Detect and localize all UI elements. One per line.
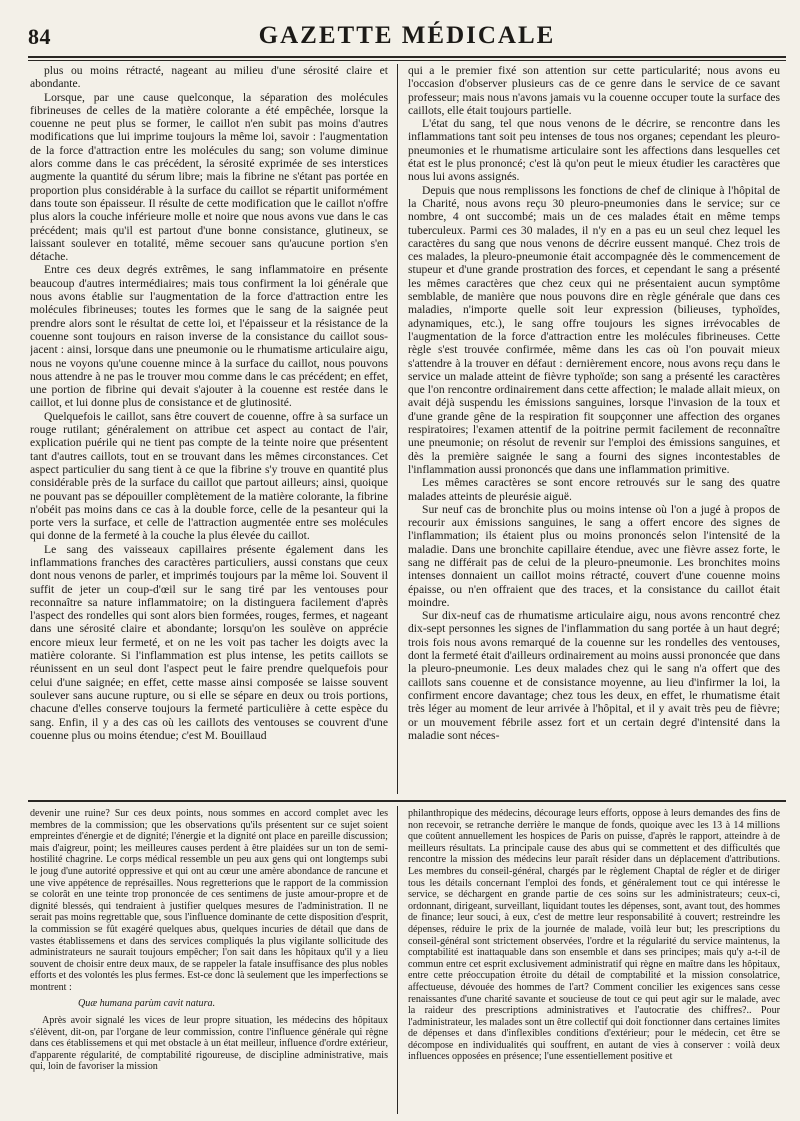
- feuilleton-divider: [397, 806, 398, 1114]
- page-header: [28, 22, 786, 58]
- paragraph: Sur dix-neuf cas de rhumatisme articulaire aigu, nous avons rencontré chez dix-sept personnes les signes de l'inflammation du sang portée à un haut degré; trois fois nous avons remarqué de la couenne sur les rondelles des ventouses, dont la fermeté était d'ailleurs ordinairement au moins aussi prononcée que dans la pleuro-pneumonie. Les deux malades chez qui le sang n'a offert que des caillots sans couenne et de consistance moyenne, au lieu d'infirmer la loi, la confirment encore davantage; chez tous les deux, en effet, le rhumatisme était très léger au moment de leur arrivée à l'hôpital, et il y avait très peu de fièvre; or un mouvement fébrile assez fort et un certain degré d'intensité dans la maladie sont néces-: [408, 609, 780, 742]
- column-divider: [397, 64, 398, 794]
- paragraph: Les mêmes caractères se sont encore retrouvés sur le sang des quatre malades atteints de pleurésie aiguë.: [408, 476, 780, 503]
- paragraph: Le sang des vaisseaux capillaires présente également dans les inflammations franches des caractères particuliers, aussi constans que ceux dont nous venons de parler, et imprimés toujours par la même loi. Souvent il suffit de jeter un coup-d'œil sur le sang tiré par les ventouses pour reconnaître sa nature inflammatoire; on la distinguera facilement d'après l'aspect des rondelles qui sont alors bien formées, rouges, fermes, et nageant dans une sérosité claire et abondante; lorsqu'on les soulève on apprécie encore mieux leur fermeté, et on ne les voit pas tacher les doigts avec la matière colorante. Si l'inflammation est plus intense, les petits caillots se réunissent en un seul dont l'aspect peut le faire prendre quelquefois pour celui d'une saignée; en effet, cette masse ainsi composée se laisse souvent soulever sans aucune rupture, ou si elle se sépare en deux ou trois portions, chacune d'elles conserve toujours la fermeté particulière à cette espèce du sang. Enfin, il y a des cas où les caillots des ventouses se couvrent d'une couenne plus ou moins étendue; c'est M. Bouillaud: [30, 542, 388, 742]
- main-column-right: [408, 64, 780, 797]
- page-number: 84: [28, 24, 51, 49]
- paragraph: Sur neuf cas de bronchite plus ou moins intense où l'on a jugé à propos de recourir aux émissions sanguines, le sang a offert encore des signes de l'inflammation; ils étaient plus ou moins prononcés selon l'intensité de la maladie. Dans une bronchite capillaire étendue, avec une fièvre assez forte, le sang ne différait pas de celui de la pleuro-pneumonie. Les bronchites moins intenses donnaient un caillot moins rétracté, couvert d'une couenne moins épaisse, ou n'en offraient que des traces, et la consistance du caillot était moindre.: [408, 502, 780, 609]
- paragraph: plus ou moins rétracté, nageant au milieu d'une sérosité claire et abondante.: [30, 64, 388, 91]
- latin-quote: Quæ humana parùm cavit natura.: [78, 997, 216, 1009]
- paragraph: Après avoir signalé les vices de leur propre situation, les médecins des hôpitaux s'élèvent, dit-on, par l'organe de leur commission, contre l'influence générale qui règne dans ces établissemens et qui met obstacle à un état meilleur, influence d'ordre extérieur, d'apparente régularité, de comptabilité rigoureuse, de discipline administrative, mais qui, loin de favoriser la mission: [30, 1015, 388, 1073]
- paragraph: Entre ces deux degrés extrêmes, le sang inflammatoire en présente beaucoup d'autres intermédiaires; mais tous confirment la loi générale que nous avons établie sur l'augmentation de la force d'attraction entre les molécules fibrineuses; toutes les formes que le sang de la saignée peut prendre alors sont le résultat de cette loi, et l'épaisseur et la résistance de la couenne sont toujours en raison inverse de la consistance du caillot sous-jacent : ainsi, lorsque dans une pneumonie ou le rhumatisme articulaire aigu, nous ne voyons qu'une couenne mince à la surface du caillot, nous pouvons nous attendre à ne pas le trouver mou comme dans le cas précédent; en effet, une portion de fibrine qui devait s'ajouter à la couenne est restée dans le caillot, et lui donne plus de consistance et de glutinosité.: [30, 263, 388, 410]
- feuilleton-rule: [28, 800, 786, 802]
- paragraph: qui a le premier fixé son attention sur cette particularité; nous avons eu l'occasion d'observer plusieurs cas de ce genre dans le service de ce savant professeur; mais nous n'avons jamais vu la couenne occuper toute la surface des caillots, elle était toujours partielle.: [408, 64, 780, 117]
- paragraph: philanthropique des médecins, décourage leurs efforts, oppose à leurs demandes des fins de non recevoir, se retranche derrière le manque de fonds, quoique avec les 13 à 14 millions que coûtent annuellement les hospices de Paris on puisse, d'après le rapport, atteindre à de meilleurs résultats. La principale cause des abus qui se commettent et des difficultés que rencontre la mission des médecins leur paraît résider dans un déplacement d'attributions. Les membres du conseil-général, chargés par le règlement Chaptal de régler et de diriger tous les détails concernant l'emploi des fonds, et généralement tout ce qui intéresse le service, se déchargent en grande partie de ces soins sur les administrateurs; ceux-ci, ordonnant, dirigeant, surveillant, liquidant toutes les dépenses, sont, avant tout, des hommes de finance; leur souci, à eux, c'est de mettre leur responsabilité à couvert; restreindre les dépenses, réduire le prix de la journée de malade, voilà leur but; les prescriptions du conseil-général sont strictement observées, l'ordre et la régularité du service maintenus, la comptabilité est inattaquable dans son ensemble et dans ses principes; mais qu'y a-t-il de commun entre cet esprit exclusivement administratif qui règne en maître dans les hôpitaux, entre cette préoccupation étroite du détail de comptabilité et la mission consolatrice, affectueuse, dévouée des hommes de l'art? Comment concilier les exigences sans cesse renaissantes d'une charité savante et soucieuse de tout ce qui peut agir sur le malade, avec la raideur des prescriptions administratives et l'autocratie des chiffres?.. Pour l'administrateur, les malades sont un être collectif qui doit fonctionner dans certaines limites de dépenses et dans d'inflexibles conditions d'extérieur; pour le médecin, cet être se décompose en individualités qui souffrent, en autant de vies à conserver : voilà deux influences opposées en présence; l'une essentiellement positive et: [408, 808, 780, 1063]
- paragraph: Quelquefois le caillot, sans être couvert de couenne, offre à sa surface un rouge rutilant; généralement on attribue cet aspect au contact de l'air, explication puérile qui ne tient pas compte de la teinte noire que présentent tant d'autres caillots, tout en se trouvant dans les mêmes circonstances. Cet aspect particulier du sang tient à ce que la fibrine s'y trouve en quantité plus considérable près de la surface du caillot que partout ailleurs; ainsi, quoique ne pouvant pas se dépouiller complètement de la matière colorante, la fibrine n'obéit pas moins dans ce cas à la double force, celle de la pesanteur qui la porte vers la surface, et celle de l'attraction augmentée entre ses molécules qui donne de la fermeté à la couche la plus élevée du caillot.: [30, 409, 388, 543]
- paragraph: Lorsque, par une cause quelconque, la séparation des molécules fibrineuses de celles de la matière colorante a été empêchée, lorsque la couenne ne peut plus se former, le caillot n'en subit pas moins d'autres modifications que lui imprime toujours la même loi, savoir : l'augmentation de la force d'attraction entre les molécules du sang; son volume diminue alors comme dans le cas précédent, la sérosité exprimée de ses interstices augmente la quantité du sérum libre; mais la fibrine ne s'étant pas portée en proportion plus considérable à la surface du caillot se répartit uniformément dans toute son épaisseur. Il résulte de cette modification que le caillot n'offre plus alors la couche inférieure molle et noire que nous avons vue dans le cas précédent; mais qu'il est partout d'une bonne consistance, glutineux, se laissant soulever en totalité, même secouer sans qu'aucune portion s'en détache.: [30, 90, 388, 264]
- header-rule: [28, 60, 786, 61]
- main-column-left: [30, 64, 388, 797]
- paragraph: L'état du sang, tel que nous venons de le décrire, se rencontre dans les inflammations tant soit peu intenses de tous nos organes; cependant les pleuro-pneumonies et le rhumatisme articulaire sont les affections dans lesquelles cet état est le plus prononcé; c'est là qu'on peut le mieux étudier les caractères que nous lui avons assignés.: [408, 117, 780, 184]
- paragraph: devenir une ruine? Sur ces deux points, nous sommes en accord complet avec les membres de la commission; que les observations qu'ils présentent sur ce sujet soient empreintes d'énergie et de dignité; l'énergie et la dignité ont place en pareille discussion; mais d'aigreur, point; les meilleures causes perdent à être plaidées sur un ton de semi-hostilité chagrine. Le corps médical ressemble un peu aux gens qui ont longtemps subi le joug d'une autorité oppressive et qui ont au cœur une amère abondance de rancune et une vive appétence de représailles. Nous regretterions que le rapport de la commission se colorât en une teinte trop prononcée de ces sentimens de juste amour-propre et de dignité blessés, qui tendraient à justifier quelques mesures de l'administration. Il ne serait pas moins regrettable que, sous l'influence dominante de cette disposition d'esprit, la commission se fût exagéré quelques abus, quelques incuries de détail que dans de vastes établissemens et dans des services compliqués la plus vigilante sollicitude des administrateurs ne saurait toujours empêcher; l'on sait dans les hôpitaux qu'il y a lieu souvent de choisir entre deux maux, de se rappeler la fatale insuffisance des plus nobles efforts et des volontés les plus fermes. Est-ce donc là seulement que les imperfections se montrent :: [30, 808, 388, 993]
- paragraph: Depuis que nous remplissons les fonctions de chef de clinique à l'hôpital de la Charité, nous avons reçu 30 pleuro-pneumonies dans le service; sur ce nombre, 4 ont succombé; mais un de ces malades était en même temps tuberculeux. Parmi ces 30 malades, il n'y en a pas eu un seul chez lequel les caractères du sang que nous venons de décrire eussent manqué. Chez trois de ces malades, la pleuro-pneumonie était accompagnée dès le commencement de stupeur et d'une grande prostration des forces, et cependant le sang a présenté les mêmes caractères que chez ceux qui ne présentaient aucun symptôme semblable, de manière que nous pouvons dire en règle générale que dans ces maladies, n'importe quelle soit leur expression (bilieuses, typhoïdes, adynamiques, etc.), le sang offre toujours les signes irrévocables de l'augmentation de la force d'attraction entre les molécules fibrineuses. Cette règle s'est trouvée confirmée, même dans les cas où l'on pouvait mieux s'attendre à la trouver en défaut : dernièrement encore, nous avons reçu dans le service un malade atteint de fièvre typhoïde; son sang a présenté les caractères que l'on rencontre ordinairement dans cette affection; le malade allait mieux, on avait déjà suspendu les émissions sanguines, lorsque l'invasion de la toux et d'une grande gêne de la respiration fit soupçonner une affection des organes respiratoires; l'examen attentif de la poitrine permit facilement de reconnaître une pneumonie; on résolut de revenir sur l'emploi des émissions sanguines, et dès la première saignée le sang a fourni des signes incontestables de l'inflammation aussi prononcés que dans une inflammation primitive.: [408, 183, 780, 476]
- journal-title: GAZETTE MÉDICALE: [258, 22, 556, 49]
- feuilleton-column-right: [408, 808, 780, 1114]
- feuilleton-column-left: [30, 808, 388, 1114]
